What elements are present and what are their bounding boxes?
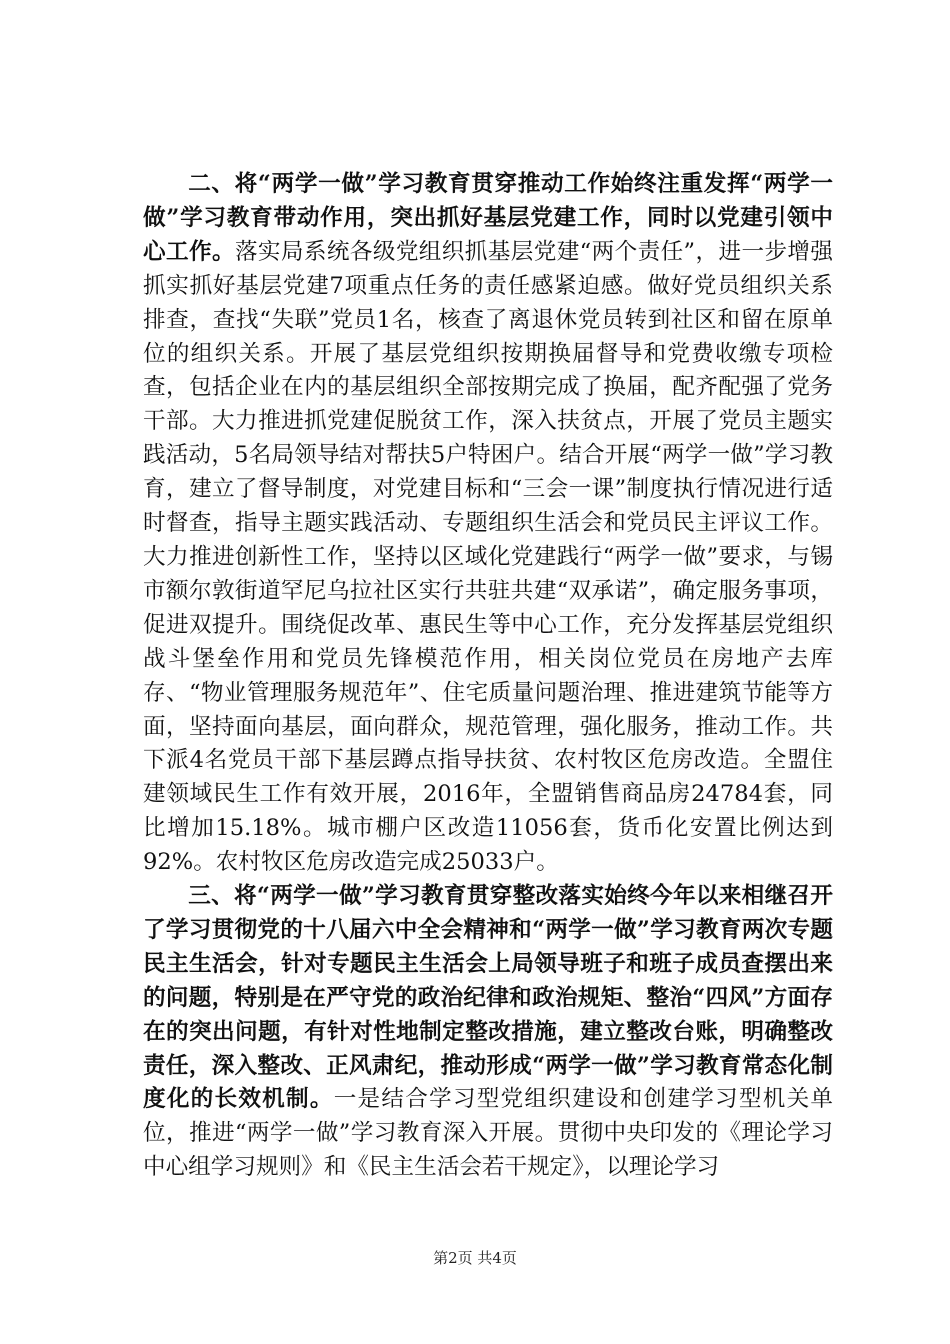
paragraph-section-2 <box>143 168 833 880</box>
paragraph-body-text: 一是结合学习型党组织建设和创建学习型机关单位，推进“两学一做”学习教育深入开展。贯彻中央印发的《理论学习中心组学习规则》和《民主生活会若干规定》，以理论学习 <box>143 1086 833 1181</box>
page-footer: 第2页 共4页 <box>433 1249 517 1267</box>
paragraph-body-text: 落实局系统各级党组织抓基层党建“两个责任”，进一步增强抓实抓好基层党建7项重点任务的责任感紧迫感。做好党员组织关系排查，查找“失联”党员1名，核查了离退休党员转到社区和留在原单位的组织关系。开展了基层党组织按期换届督导和党费收缴专项检查，包括企业在内的基层组织全部按期完成了换届，配齐配强了党务干部。大力推进抓党建促脱贫工作，深入扶贫点，开展了党员主题实践活动，5名局领导结对帮扶5户特困户。结合开展“两学一做”学习教育，建立了督导制度，对党建目标和“三会一课”制度执行情况进行适时督查，指导主题实践活动、专题组织生活会和党员民主评议工作。大力推进创新性工作，坚持以区域化党建践行“两学一做”要求，与锡市额尔敦街道罕尼乌拉社区实行共驻共建“双承诺”，确定服务事项，促进双提升。围绕促改革、惠民生等中心工作，充分发挥基层党组织战斗堡垒作用和党员先锋模范作用，相关岗位党员在房地产去库存、“物业管理服务规范年”、住宅质量问题治理、推进建筑节能等方面，坚持面向基层，面向群众，规范管理，强化服务，推动工作。共下派4名党员干部下基层蹲点指导扶贫、农村牧区危房改造。全盟住建领域民生工作有效开展，2016年，全盟销售商品房24784套，同比增加15.18%。城市棚户区改造11056套，货币化安置比例达到92%。农村牧区危房改造完成25033户。 <box>143 238 833 876</box>
paragraph-lead-bold: 二、将“两学一做”学习教育贯穿推动工作始终注重发挥“两学一做”学习教育带动作用，突出抓好基层党建工作，同时以党建引领中心工作。 <box>143 171 833 265</box>
paragraph-lead-bold: 三、将“两学一做”学习教育贯穿整改落实始终今年以来相继召开了学习贯彻党的十八届六中全会精神和“两学一做”学习教育两次专题民主生活会，针对专题民主生活会上局领导班子和班子成员查摆出来的问题，特别是在严守党的政治纪律和政治规矩、整治“四风”方面存在的突出问题，有针对性地制定整改措施，建立整改台账，明确整改责任，深入整改、正风肃纪，推动形成“两学一做”学习教育常态化制度化的长效机制。 <box>143 883 833 1113</box>
document-body <box>143 168 833 1185</box>
paragraph-section-3 <box>143 880 833 1185</box>
